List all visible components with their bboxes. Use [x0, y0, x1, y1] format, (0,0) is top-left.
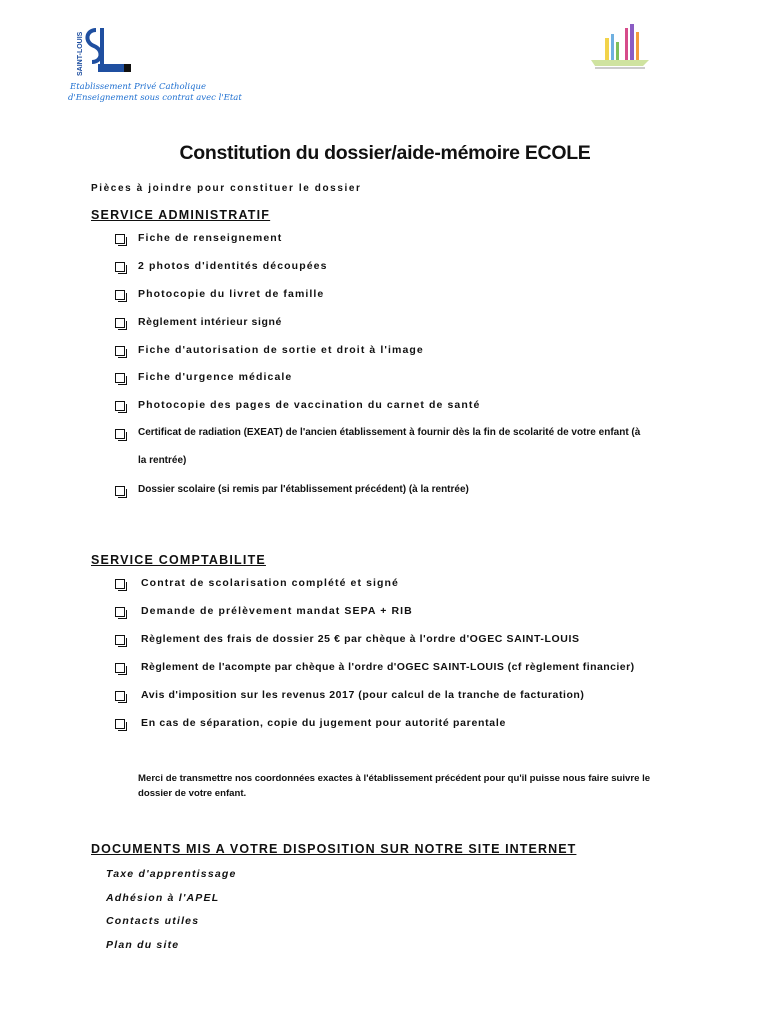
- doc-link-taxe[interactable]: Taxe d'apprentissage: [106, 868, 237, 880]
- tagline-line-2: d'Enseignement sous contrat avec l'Etat: [68, 93, 242, 103]
- school-tagline: [70, 82, 310, 104]
- doc-link-apel[interactable]: Adhésion à l'APEL: [106, 892, 220, 904]
- checkbox-icon[interactable]: [115, 691, 125, 701]
- section-title-documents: DOCUMENTS MIS A VOTRE DISPOSITION SUR NOTRE SITE INTERNET: [91, 842, 577, 856]
- checkbox-icon[interactable]: [115, 635, 125, 645]
- note-line-1: Merci de transmettre nos coordonnées exactes à l'établissement précédent pour qu'il puisse nous faire suivre le: [138, 773, 651, 784]
- intro-text: Pièces à joindre pour constituer le dossier: [91, 183, 362, 194]
- checkbox-icon[interactable]: [115, 486, 125, 496]
- checkbox-icon[interactable]: [115, 234, 125, 244]
- checkbox-icon[interactable]: [115, 290, 125, 300]
- doc-link-plan[interactable]: Plan du site: [106, 939, 180, 951]
- note-line-2: dossier de votre enfant.: [138, 788, 247, 799]
- checkbox-icon[interactable]: [115, 401, 125, 411]
- checkbox-icon[interactable]: [115, 579, 125, 589]
- logo-vertical-text: SAINT-LOUIS: [77, 31, 84, 76]
- checkbox-icon[interactable]: [115, 663, 125, 673]
- tagline-line-1: Etablissement Privé Catholique: [70, 82, 206, 92]
- school-logo: [72, 24, 142, 82]
- partner-logo: [585, 20, 655, 70]
- page-title: Constitution du dossier/aide-mémoire ECOLE: [179, 142, 591, 164]
- transmission-note: [138, 771, 738, 801]
- checkbox-icon[interactable]: [115, 429, 125, 439]
- checkbox-icon[interactable]: [115, 373, 125, 383]
- checkbox-icon[interactable]: [115, 318, 125, 328]
- checkbox-icon[interactable]: [115, 262, 125, 272]
- checkbox-icon[interactable]: [115, 346, 125, 356]
- section-title-admin: SERVICE ADMINISTRATIF: [91, 208, 271, 222]
- checkbox-icon[interactable]: [115, 607, 125, 617]
- doc-link-contacts[interactable]: Contacts utiles: [106, 915, 200, 927]
- checkbox-icon[interactable]: [115, 719, 125, 729]
- section-title-compta: SERVICE COMPTABILITE: [91, 553, 266, 567]
